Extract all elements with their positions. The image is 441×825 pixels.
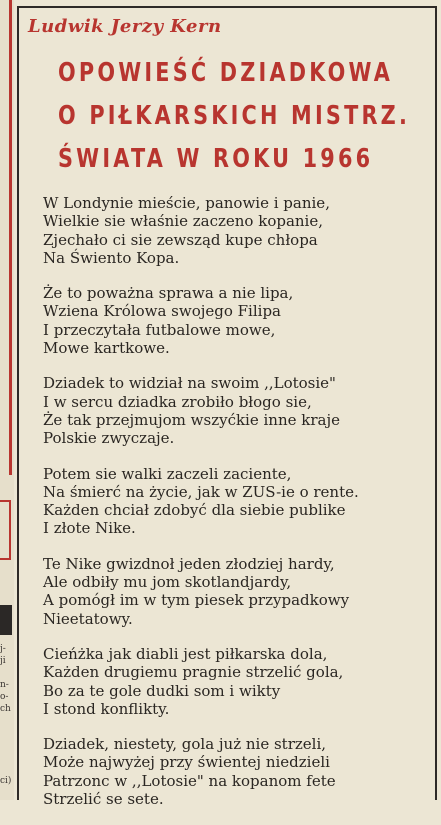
title-line: OPOWIEŚĆ DZIADKOWA (58, 58, 394, 88)
strip-red-box (0, 500, 11, 560)
verse-line: A pomógł im w tym piesek przypadkowy (43, 591, 350, 610)
verse-line: Mowe kartkowe. (43, 339, 170, 358)
stanza (43, 465, 423, 538)
author-name: Ludwik Jerzy Kern (28, 16, 222, 37)
stanza (43, 194, 423, 267)
stanza (43, 555, 423, 628)
strip-dark-block (0, 605, 12, 635)
verse-line: Cieńżka jak diabli jest piłkarska dola, (43, 644, 328, 663)
verse-line: Każden chciał zdobyć dla siebie publike (43, 501, 346, 520)
verse-line: Bo za te gole dudki som i wikty (43, 681, 281, 700)
stanza (43, 284, 423, 357)
verse-line: I stond konflikty. (43, 699, 170, 718)
article-title (58, 52, 411, 181)
margin-fragment: ch (0, 704, 11, 714)
poem-body (43, 194, 423, 825)
strip-red-rule (9, 0, 12, 475)
verse-line: Że to poważna sprawa a nie lipa, (43, 284, 294, 303)
stanza (43, 645, 423, 718)
verse-line: Potem sie walki zaczeli zaciente, (43, 464, 292, 483)
verse-line: Na śmierć na życie, jak w ZUS-ie o rente. (43, 482, 359, 501)
margin-fragment: ci) (0, 776, 12, 786)
title-line: ŚWIATA W ROKU 1966 (58, 144, 374, 174)
adjacent-column-strip (0, 0, 14, 800)
verse-line: I w sercu dziadka zrobiło błogo sie, (43, 392, 312, 411)
verse-line: Polskie zwyczaje. (43, 429, 175, 448)
verse-line: Nieetatowy. (43, 609, 133, 628)
verse-line: Może najwyżej przy świentej niedzieli (43, 753, 330, 772)
verse-line: Wielkie sie właśnie zaczeno kopanie, (43, 212, 323, 231)
margin-fragment: j- (0, 644, 6, 654)
title-line: O PIŁKARSKICH MISTRZ. (58, 101, 411, 131)
verse-line: I przeczytała futbalowe mowe, (43, 320, 276, 339)
verse-line: I złote Nike. (43, 519, 136, 538)
verse-line: Że tak przejmujom wszyćkie inne kraje (43, 410, 340, 429)
verse-line: Wziena Królowa swojego Filipa (43, 302, 281, 321)
verse-line: W Londynie mieście, panowie i panie, (43, 194, 330, 212)
stanza (43, 735, 423, 808)
margin-fragment: ji (0, 656, 6, 666)
margin-fragment: o- (0, 692, 9, 702)
verse-line: Na Świento Kopa. (43, 248, 180, 267)
margin-fragment: n- (0, 680, 9, 690)
verse-line: Każden drugiemu pragnie strzelić gola, (43, 663, 344, 682)
verse-line: Dziadek, niestety, gola już nie strzeli, (43, 735, 327, 754)
verse-line: Patrzonc w ,,Lotosie" na kopanom fete (43, 771, 336, 790)
verse-line: Zjechało ci sie zewsząd kupe chłopa (43, 230, 318, 249)
verse-line: Dziadek to widział na swoim ,,Lotosie" (43, 374, 336, 393)
verse-line: Ale odbiły mu jom skotlandjardy, (43, 573, 292, 592)
stanza (43, 374, 423, 447)
verse-line: Te Nike gwizdnoł jeden złodziej hardy, (43, 554, 335, 573)
verse-line: Strzelić se sete. (43, 790, 164, 809)
